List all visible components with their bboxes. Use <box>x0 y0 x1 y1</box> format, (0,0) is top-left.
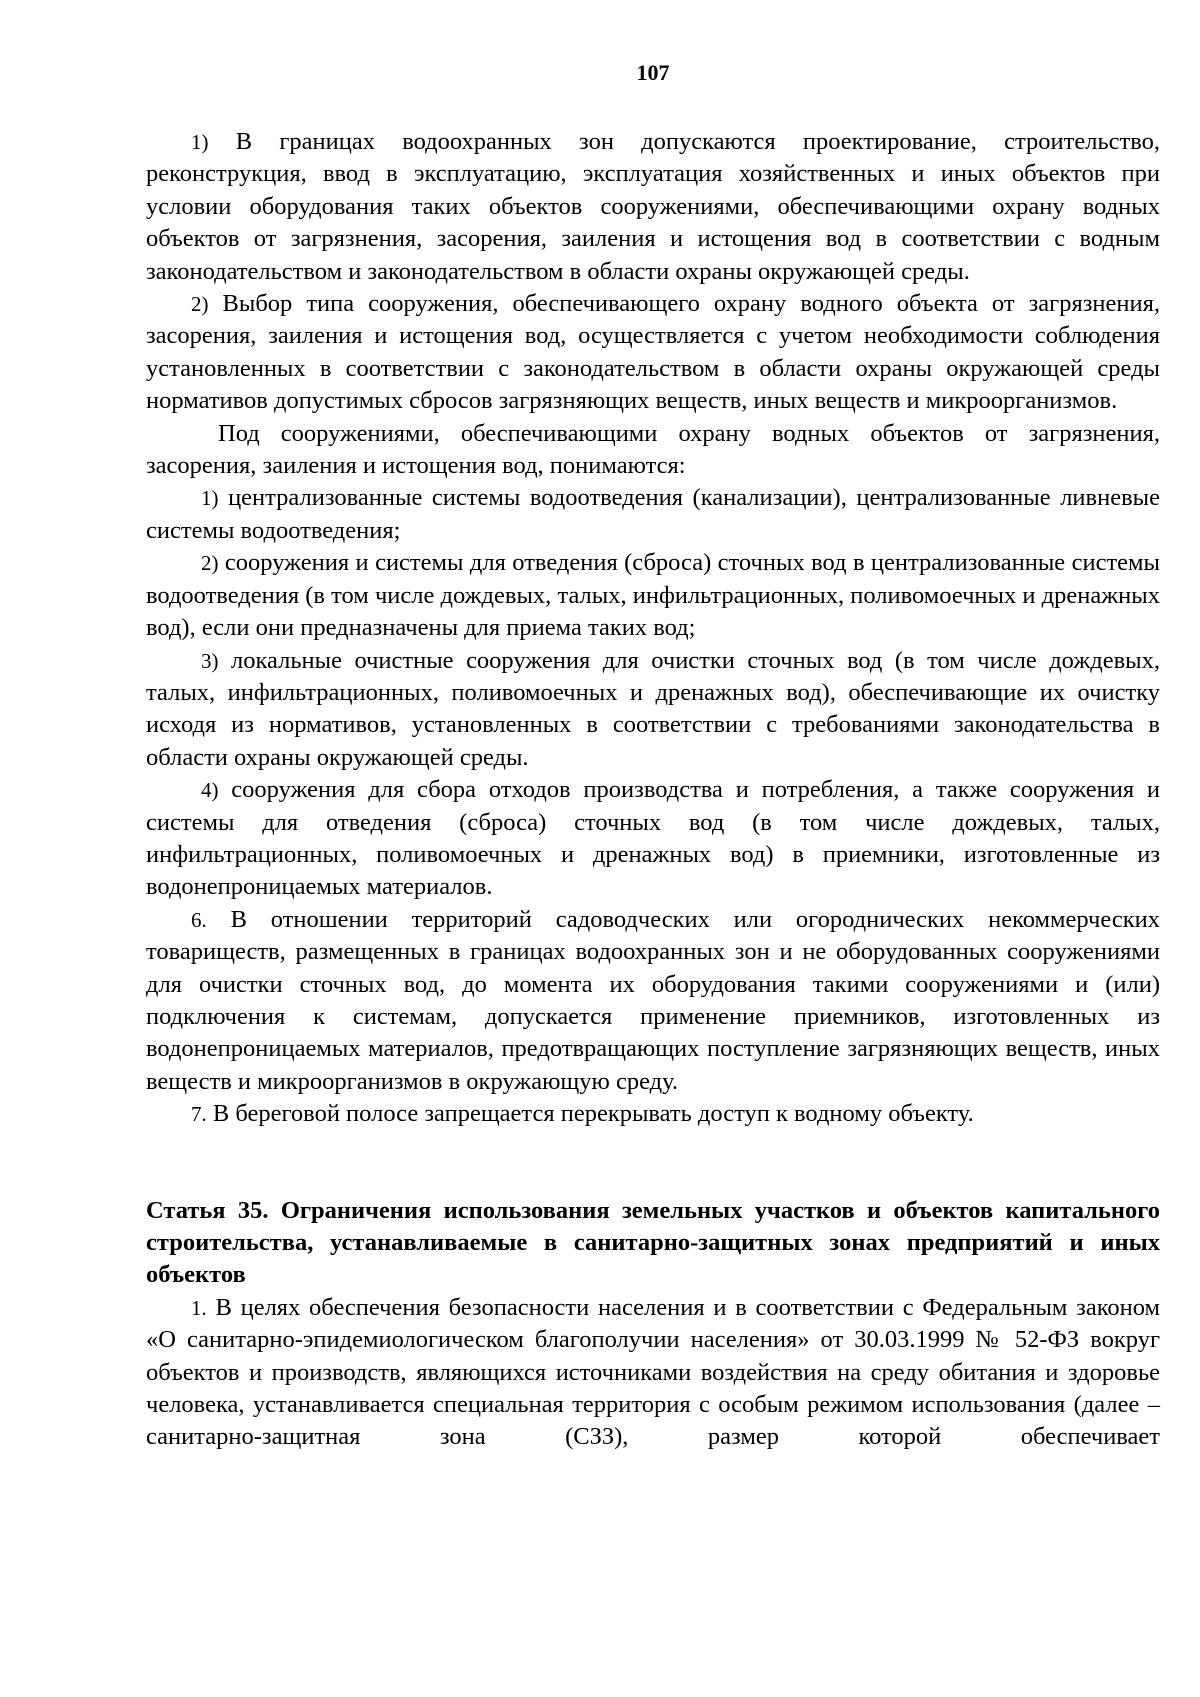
paragraph-1 <box>146 126 1160 288</box>
section-spacer <box>146 1131 1160 1195</box>
article-paragraph-1 <box>146 1292 1160 1454</box>
paragraph-text: Выбор типа сооружения, обеспечивающего охрану водного объекта от загрязнения, засорения, заиления и истощения вод, осуществляется с учетом необходимости соблюдения установленных в соответствии с законодательством в области охраны окружающей среды нормативов допустимых сбросов загрязняющих веществ, иных веществ и микроорганизмов. <box>146 290 1160 415</box>
paragraph-7 <box>146 1098 1160 1130</box>
paragraph-number: 6. <box>191 907 207 932</box>
list-item-number: 2) <box>201 551 219 576</box>
paragraph-text: В целях обеспечения безопасности населения и в соответствии с Федеральным законом «О санитарно-эпидемиологическом благополучии населения» от 30.03.1999 № 52-ФЗ вокруг объектов и производств, являющихся источниками воздействия на среду обитания и здоровье человека, устанавливается специальная территория с особым режимом использования (далее – санитарно-защитная зона (СЗЗ), размер которой обеспечивает <box>146 1293 1160 1451</box>
paragraph-2 <box>146 288 1160 418</box>
list-item-text: централизованные системы водоотведения (канализации), централизованные ливневые системы водоотведения; <box>146 484 1160 544</box>
list-item-3 <box>146 645 1160 775</box>
paragraph-text: Под сооружениями, обеспечивающими охрану водных объектов от загрязнения, засорения, заиления и истощения вод, понимаются: <box>146 419 1160 480</box>
paragraph-number: 7. <box>191 1102 207 1127</box>
list-item-number: 4) <box>201 778 219 803</box>
list-item-1 <box>146 482 1160 547</box>
list-item-text: сооружения и системы для отведения (сброса) сточных вод в централизованные системы водоотведения (в том числе дождевых, талых, инфильтрационных, поливомоечных и дренажных вод), если они предназначены для приема таких вод; <box>146 549 1160 642</box>
paragraph-text: В отношении территорий садоводческих или огороднических некоммерческих товариществ, размещенных в границах водоохранных зон и не оборудованных сооружениями для очистки сточных вод, до момента их оборудования такими сооружениями и (или) подключения к системам, допускается применение приемников, изготовленных из водонепроницаемых материалов, предотвращающих поступление загрязняющих веществ, иных веществ и микроорганизмов в окружающую среду. <box>146 905 1160 1095</box>
paragraph-text: В границах водоохранных зон допускаются проектирование, строительство, реконструкция, ввод в эксплуатацию, эксплуатация хозяйственных и иных объектов при условии оборудования таких объектов сооружениями, обеспечивающими охрану водных объектов от загрязнения, засорения, заиления и истощения вод в соответствии с водным законодательством и законодательством в области охраны окружающей среды. <box>146 128 1160 285</box>
paragraph-text: В береговой полосе запрещается перекрывать доступ к водному объекту. <box>206 1100 974 1128</box>
list-item-text: локальные очистные сооружения для очистки сточных вод (в том числе дождевых, талых, инфильтрационных, поливомоечных и дренажных вод), обеспечивающие их очистку исходя из нормативов, установленных в соответствии с требованиями законодательства в области охраны окружающей среды. <box>146 646 1160 771</box>
list-item-text: сооружения для сбора отходов производства и потребления, а также сооружения и системы для отведения (сброса) сточных вод (в том числе дождевых, талых, инфильтрационных, поливомоечных и дренажных вод) в приемники, изготовленные из водонепроницаемых материалов. <box>146 776 1160 901</box>
list-item-2 <box>146 547 1160 644</box>
list-item-number: 1) <box>201 486 219 511</box>
paragraph-number: 1) <box>191 130 209 154</box>
article-heading: Статья 35. Ограничения использования земельных участков и объектов капитального строительства, устанавливаемые в санитарно-защитных зонах предприятий и иных объектов <box>146 1196 1160 1289</box>
list-item-4 <box>146 774 1160 904</box>
paragraph-number: 2) <box>191 292 209 317</box>
document-body <box>146 126 1160 1454</box>
paragraph-6 <box>146 904 1160 1098</box>
page-number: 107 <box>636 60 670 85</box>
list-item-number: 3) <box>201 648 219 673</box>
paragraph-number: 1. <box>191 1295 207 1320</box>
paragraph-3 <box>146 418 1160 483</box>
